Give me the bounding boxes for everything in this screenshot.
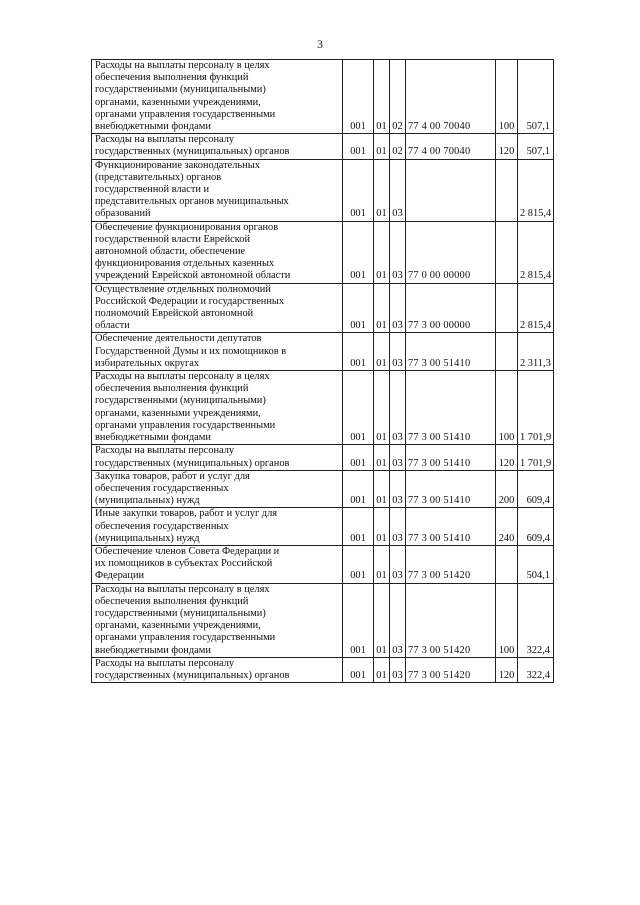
expense-name-line: Закупка товаров, работ и услуг для xyxy=(95,470,250,482)
expense-type-cell: 200 xyxy=(496,470,518,508)
expense-name-line: обеспечения государственных xyxy=(95,520,229,532)
target-article-cell: 77 3 00 51420 xyxy=(406,545,496,583)
expense-name xyxy=(95,445,340,469)
expense-name-line: государственных (муниципальных) органов xyxy=(95,669,290,681)
target-article-cell: 77 3 00 51410 xyxy=(406,445,496,470)
expense-name-cell xyxy=(92,134,343,159)
expense-name-line: внебюджетными фондами xyxy=(95,432,211,444)
expense-name-line: органами, казенными учреждениями, xyxy=(95,620,261,632)
expense-type-cell: 100 xyxy=(496,583,518,657)
expense-name-cell xyxy=(92,60,343,134)
expense-name-line: (муниципальных) нужд xyxy=(95,532,200,544)
subsection-code-cell: 03 xyxy=(390,221,406,283)
amount-cell: 322,4 xyxy=(518,657,554,682)
expense-name-line: обеспечения выполнения функций xyxy=(95,72,249,84)
expense-name-line: автономной области, обеспечение xyxy=(95,246,246,258)
table-row xyxy=(92,60,554,134)
expense-name-line: Обеспечение функционирования органов xyxy=(95,221,279,233)
expense-type-cell xyxy=(496,221,518,283)
expense-name-cell xyxy=(92,283,343,333)
expense-name-line: государственными (муниципальными) xyxy=(95,607,266,619)
expense-name-line: Расходы на выплаты персоналу в целях xyxy=(95,371,270,383)
expense-name-line: области xyxy=(95,320,130,332)
subsection-code-cell: 03 xyxy=(390,545,406,583)
section-code-cell: 01 xyxy=(374,283,390,333)
expense-name-line: обеспечения выполнения функций xyxy=(95,383,249,395)
target-article-cell: 77 4 00 70040 xyxy=(406,134,496,159)
expense-name xyxy=(95,371,340,444)
expense-type-cell: 120 xyxy=(496,445,518,470)
subsection-code-cell: 03 xyxy=(390,583,406,657)
target-article-cell: 77 3 00 51410 xyxy=(406,333,496,371)
expense-type-cell: 120 xyxy=(496,657,518,682)
expense-name-line: органами управления государственными xyxy=(95,108,276,120)
subsection-code-cell: 03 xyxy=(390,371,406,445)
subsection-code-cell: 02 xyxy=(390,134,406,159)
expense-name xyxy=(95,546,340,583)
expense-name xyxy=(95,508,340,545)
subsection-code-cell: 03 xyxy=(390,445,406,470)
table-row xyxy=(92,134,554,159)
ministry-code-cell: 001 xyxy=(343,657,374,682)
amount-cell: 1 701,9 xyxy=(518,445,554,470)
section-code-cell: 01 xyxy=(374,545,390,583)
expense-name-line: Федерации xyxy=(95,570,145,582)
target-article-cell: 77 3 00 51410 xyxy=(406,508,496,546)
table-row xyxy=(92,445,554,470)
expense-name-line: государственной власти и xyxy=(95,184,210,196)
amount-cell: 2 815,4 xyxy=(518,159,554,221)
section-code-cell: 01 xyxy=(374,508,390,546)
ministry-code-cell: 001 xyxy=(343,221,374,283)
amount-cell: 322,4 xyxy=(518,583,554,657)
expense-name-line: Расходы на выплаты персоналу xyxy=(95,445,235,457)
expense-type-cell xyxy=(496,333,518,371)
ministry-code-cell: 001 xyxy=(343,159,374,221)
amount-cell: 2 311,3 xyxy=(518,333,554,371)
ministry-code-cell: 001 xyxy=(343,333,374,371)
expense-name-line: внебюджетными фондами xyxy=(95,121,211,133)
amount-cell: 609,4 xyxy=(518,508,554,546)
expense-name-line: органами управления государственными xyxy=(95,632,276,644)
target-article-cell: 77 0 00 00000 xyxy=(406,221,496,283)
table-row xyxy=(92,583,554,657)
expense-name-cell xyxy=(92,583,343,657)
amount-cell: 2 815,4 xyxy=(518,283,554,333)
target-article-cell: 77 4 00 70040 xyxy=(406,60,496,134)
table-row xyxy=(92,283,554,333)
table-row xyxy=(92,159,554,221)
table-row xyxy=(92,371,554,445)
target-article-cell: 77 3 00 51410 xyxy=(406,371,496,445)
section-code-cell: 01 xyxy=(374,134,390,159)
expense-name-line: Иные закупки товаров, работ и услуг для xyxy=(95,508,278,520)
table-row xyxy=(92,545,554,583)
expense-type-cell xyxy=(496,283,518,333)
expense-name-line: Российской Федерации и государственных xyxy=(95,295,285,307)
table-row xyxy=(92,470,554,508)
expense-type-cell: 100 xyxy=(496,60,518,134)
amount-cell: 507,1 xyxy=(518,60,554,134)
expense-name-cell xyxy=(92,657,343,682)
ministry-code-cell: 001 xyxy=(343,60,374,134)
expense-name-line: учреждений Еврейской автономной области xyxy=(95,270,291,282)
budget-table-body xyxy=(92,60,554,683)
expense-name-line: представительных органов муниципальных xyxy=(95,196,289,208)
target-article-cell: 77 3 00 51420 xyxy=(406,583,496,657)
target-article-cell xyxy=(406,159,496,221)
expense-name-line: Осуществление отдельных полномочий xyxy=(95,283,271,295)
expense-name-cell xyxy=(92,508,343,546)
expense-name-line: (муниципальных) нужд xyxy=(95,495,200,507)
expense-name-cell xyxy=(92,371,343,445)
expense-name xyxy=(95,160,340,221)
expense-name-line: внебюджетными фондами xyxy=(95,644,211,656)
ministry-code-cell: 001 xyxy=(343,371,374,445)
section-code-cell: 01 xyxy=(374,221,390,283)
expense-name-line: функционирования отдельных казенных xyxy=(95,258,275,270)
expense-name-line: Расходы на выплаты персоналу в целях xyxy=(95,583,270,595)
expense-name-cell xyxy=(92,445,343,470)
expense-name xyxy=(95,471,340,508)
ministry-code-cell: 001 xyxy=(343,545,374,583)
section-code-cell: 01 xyxy=(374,159,390,221)
section-code-cell: 01 xyxy=(374,583,390,657)
subsection-code-cell: 03 xyxy=(390,657,406,682)
expense-name-line: органами управления государственными xyxy=(95,419,276,431)
expense-name-line: органами, казенными учреждениями, xyxy=(95,407,261,419)
table-row xyxy=(92,333,554,371)
section-code-cell: 01 xyxy=(374,60,390,134)
ministry-code-cell: 001 xyxy=(343,508,374,546)
amount-cell: 609,4 xyxy=(518,470,554,508)
ministry-code-cell: 001 xyxy=(343,583,374,657)
ministry-code-cell: 001 xyxy=(343,134,374,159)
expense-type-cell xyxy=(496,545,518,583)
table-row xyxy=(92,508,554,546)
expense-name-line: обеспечения выполнения функций xyxy=(95,595,249,607)
page-number: 3 xyxy=(317,37,323,51)
expense-name-line: их помощников в субъектах Российской xyxy=(95,558,273,570)
expense-name-line: (представительных) органов xyxy=(95,171,222,183)
expense-type-cell: 120 xyxy=(496,134,518,159)
expense-type-cell: 100 xyxy=(496,371,518,445)
expense-name-line: государственными (муниципальными) xyxy=(95,395,266,407)
budget-table xyxy=(91,59,554,683)
section-code-cell: 01 xyxy=(374,445,390,470)
expense-name-line: Функционирование законодательных xyxy=(95,159,260,171)
expense-name-line: Расходы на выплаты персоналу в целях xyxy=(95,60,270,71)
expense-name-line: Расходы на выплаты персоналу xyxy=(95,134,235,146)
expense-name-line: Государственной Думы и их помощников в xyxy=(95,345,287,357)
expense-name-line: Обеспечение деятельности депутатов xyxy=(95,333,262,345)
subsection-code-cell: 03 xyxy=(390,508,406,546)
target-article-cell: 77 3 00 51410 xyxy=(406,470,496,508)
expense-type-cell xyxy=(496,159,518,221)
target-article-cell: 77 3 00 00000 xyxy=(406,283,496,333)
expense-name xyxy=(95,60,340,133)
ministry-code-cell: 001 xyxy=(343,470,374,508)
expense-name-line: Расходы на выплаты персоналу xyxy=(95,657,235,669)
expense-name xyxy=(95,584,340,657)
target-article-cell: 77 3 00 51420 xyxy=(406,657,496,682)
expense-type-cell: 240 xyxy=(496,508,518,546)
expense-name xyxy=(95,658,340,682)
amount-cell: 504,1 xyxy=(518,545,554,583)
subsection-code-cell: 03 xyxy=(390,283,406,333)
expense-name-line: избирательных округах xyxy=(95,357,200,369)
expense-name xyxy=(95,333,340,370)
amount-cell: 507,1 xyxy=(518,134,554,159)
ministry-code-cell: 001 xyxy=(343,445,374,470)
expense-name-line: государственных (муниципальных) органов xyxy=(95,146,290,158)
expense-name-line: органами, казенными учреждениями, xyxy=(95,96,261,108)
expense-name-cell xyxy=(92,333,343,371)
expense-name xyxy=(95,284,340,333)
amount-cell: 1 701,9 xyxy=(518,371,554,445)
expense-name-cell xyxy=(92,159,343,221)
section-code-cell: 01 xyxy=(374,470,390,508)
subsection-code-cell: 02 xyxy=(390,60,406,134)
expense-name xyxy=(95,134,340,158)
subsection-code-cell: 03 xyxy=(390,333,406,371)
expense-name-line: Обеспечение членов Совета Федерации и xyxy=(95,545,280,557)
expense-name xyxy=(95,222,340,283)
expense-name-cell xyxy=(92,545,343,583)
expense-name-line: образований xyxy=(95,208,151,220)
expense-name-cell xyxy=(92,470,343,508)
expense-name-line: государственных (муниципальных) органов xyxy=(95,457,290,469)
table-row xyxy=(92,221,554,283)
table-row xyxy=(92,657,554,682)
section-code-cell: 01 xyxy=(374,371,390,445)
subsection-code-cell: 03 xyxy=(390,470,406,508)
ministry-code-cell: 001 xyxy=(343,283,374,333)
expense-name-line: полномочий Еврейской автономной xyxy=(95,308,254,320)
expense-name-line: государственной власти Еврейской xyxy=(95,233,251,245)
subsection-code-cell: 03 xyxy=(390,159,406,221)
section-code-cell: 01 xyxy=(374,333,390,371)
amount-cell: 2 815,4 xyxy=(518,221,554,283)
expense-name-cell xyxy=(92,221,343,283)
expense-name-line: государственными (муниципальными) xyxy=(95,84,266,96)
section-code-cell: 01 xyxy=(374,657,390,682)
expense-name-line: обеспечения государственных xyxy=(95,482,229,494)
